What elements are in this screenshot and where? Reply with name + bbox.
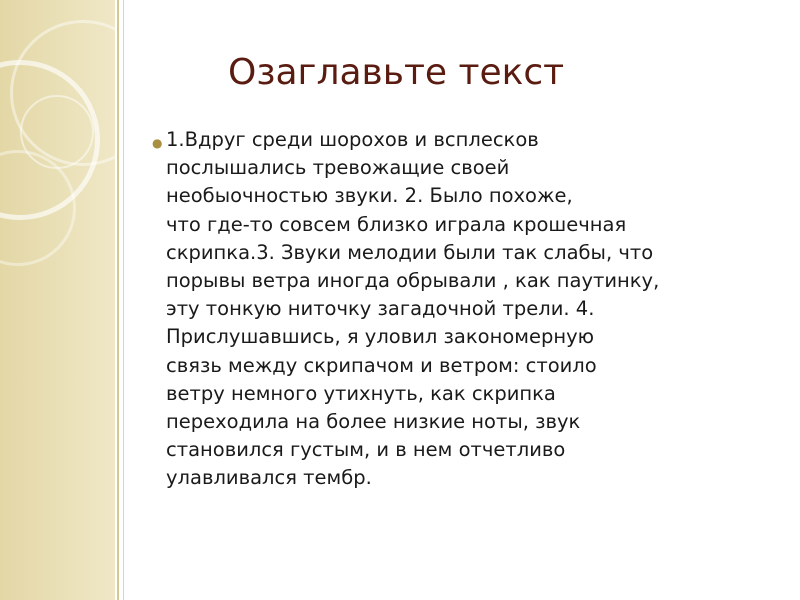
slide-title: Озаглавьте текст [228,52,565,93]
decorative-side-band [0,0,115,600]
side-divider [117,0,119,600]
bullet-text: 1.Вдруг среди шорохов и всплесков послышались тревожащие своей необыочностью звуки. 2. Было похоже, что где-то совсем близко играла крошечная скрипка.3. Звуки мелодии были так слабы, что порывы ветра иногда обрывали , как паутинку, эту тонкую ниточку загадочной трели. 4. Прислушавшись, я уловил закономерную связь между скрипачом и ветром: стоило ветру немного утихнуть, как скрипка переходила на более низкие ноты, звук становился густым, и в нем отчетливо улавливался тембр. [166,128,660,490]
bullet-dot-icon: ● [152,136,163,150]
side-divider-thin [123,0,124,600]
bullet-list-item [152,126,772,493]
